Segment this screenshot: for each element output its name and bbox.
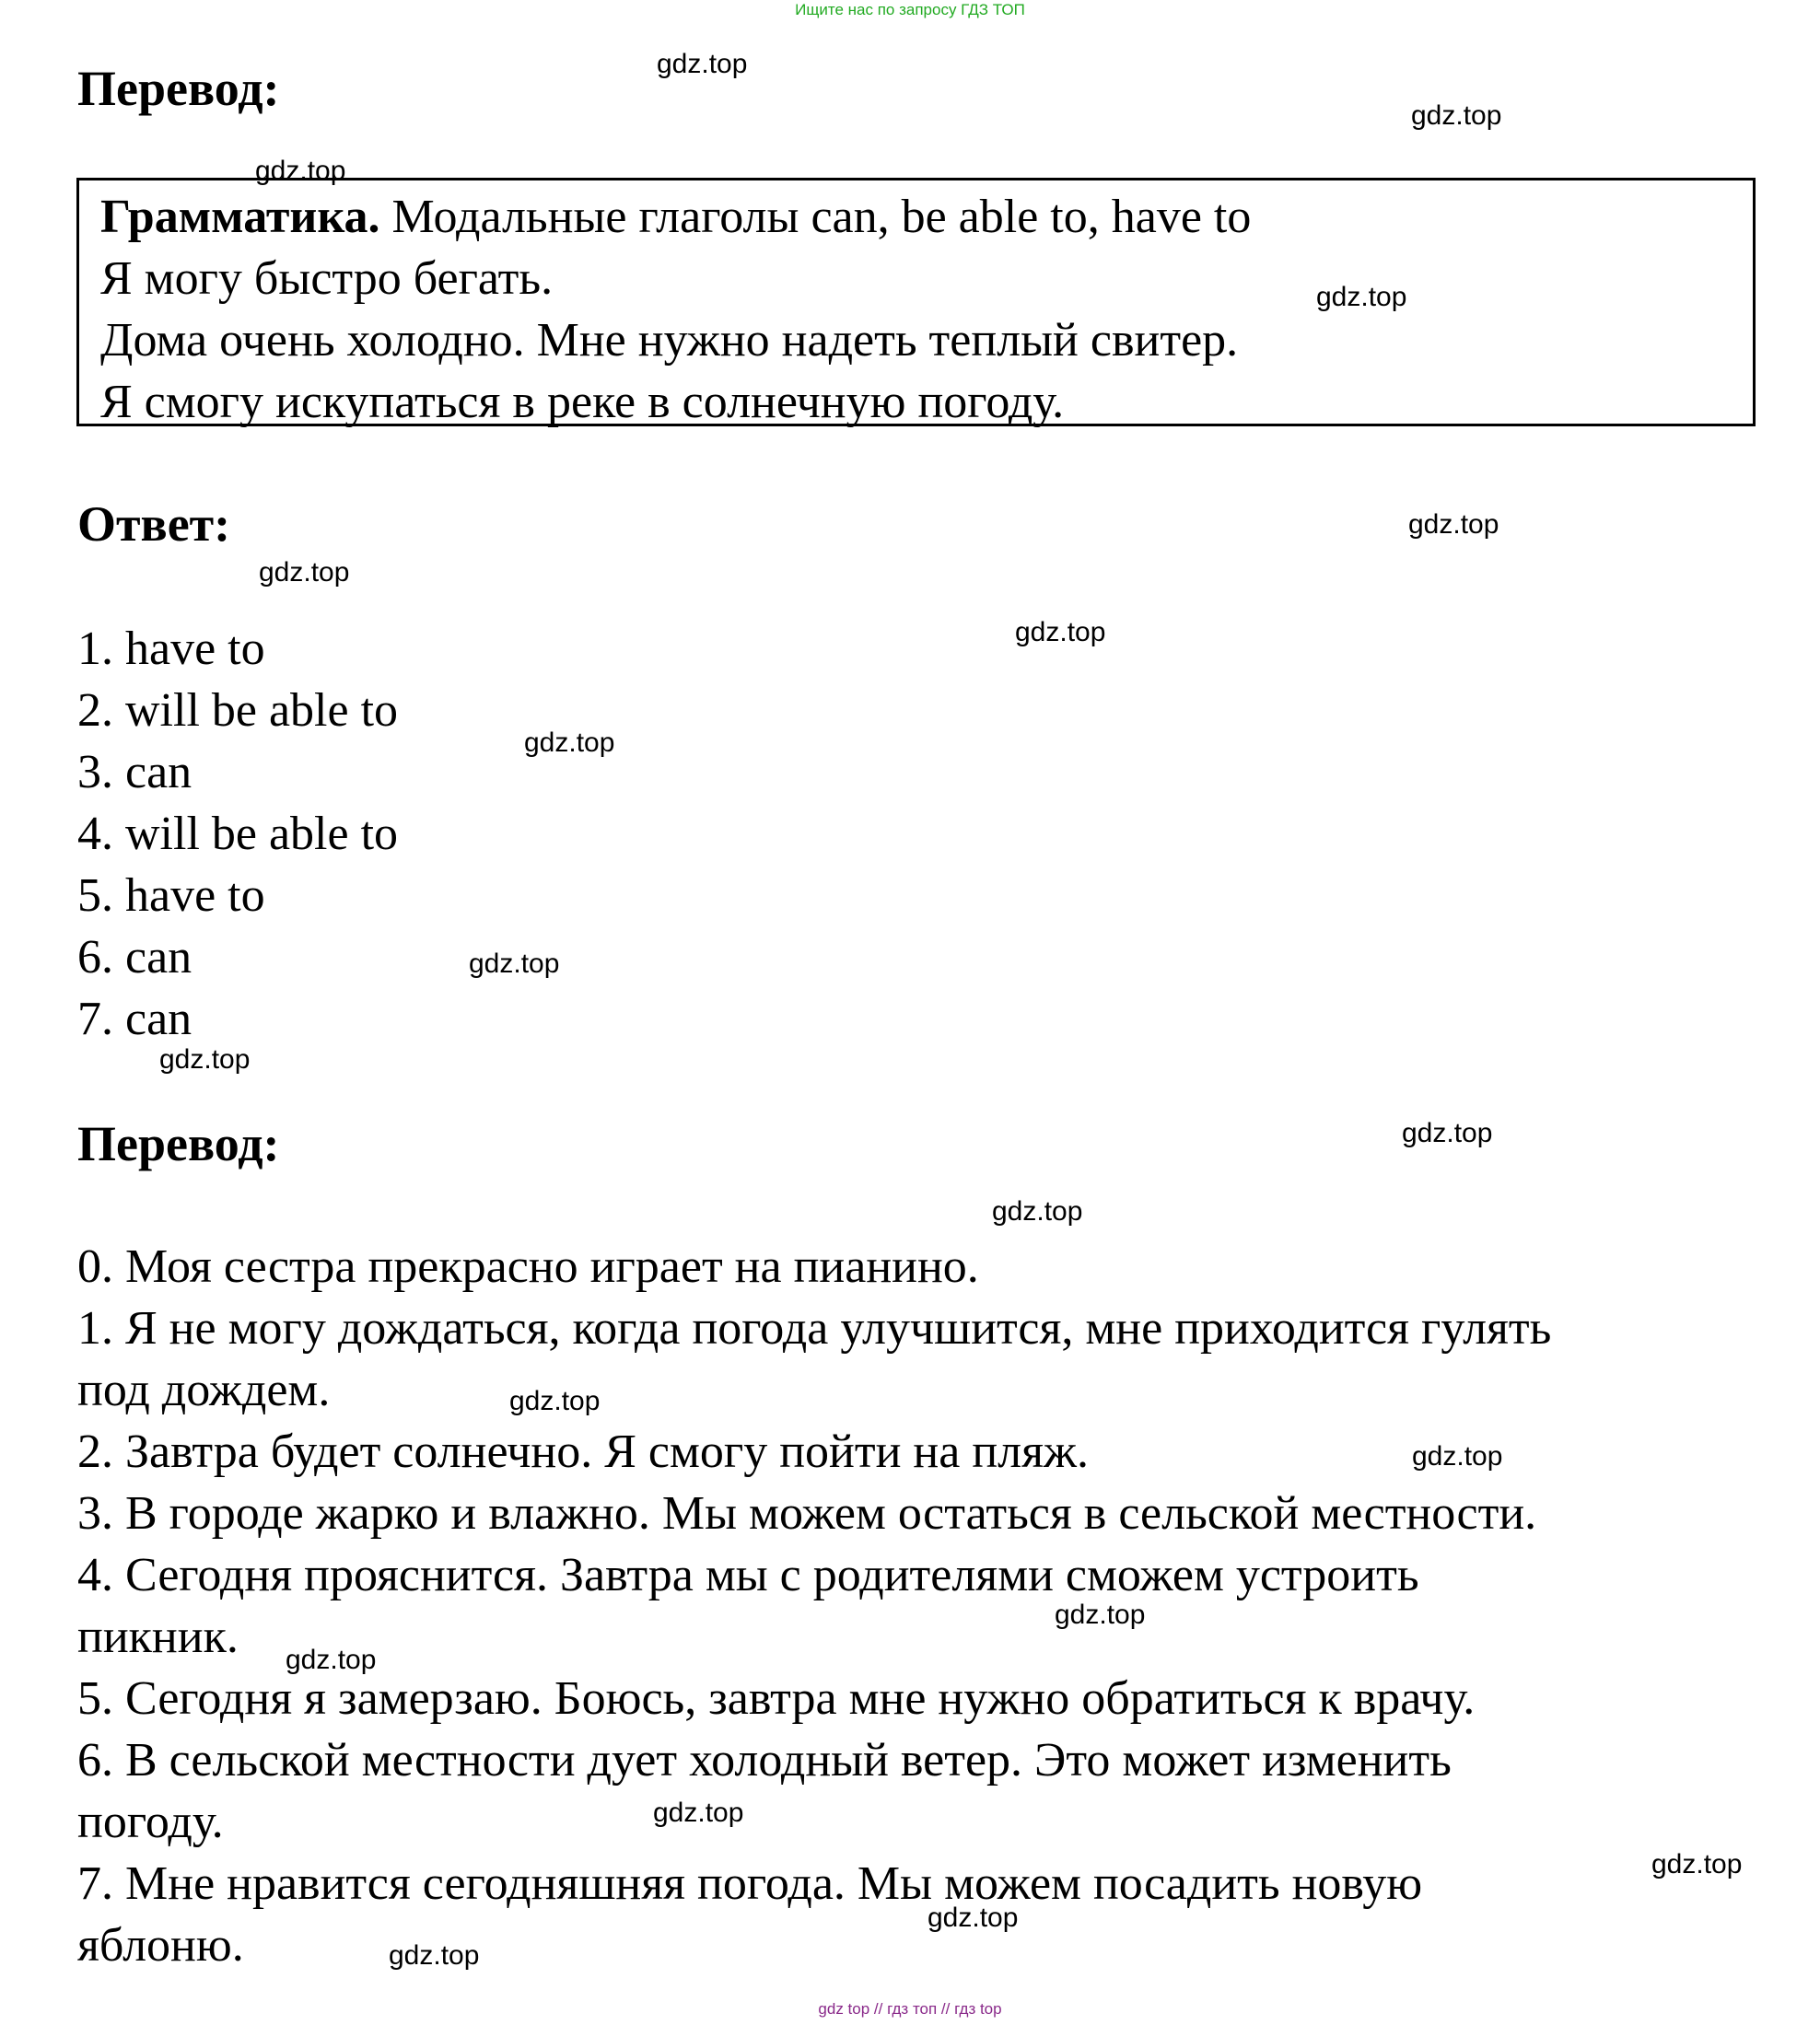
- grammar-title-line: [100, 187, 1251, 248]
- section-heading-answer: Ответ:: [77, 496, 231, 552]
- translation-line: яблоню.: [77, 1919, 244, 1972]
- answer-item: 1. have to: [77, 623, 265, 675]
- watermark: gdz.top: [159, 1044, 251, 1075]
- watermark: gdz.top: [389, 1940, 480, 1971]
- translation-line: пикник.: [77, 1611, 239, 1663]
- grammar-line: Я могу быстро бегать.: [100, 252, 554, 305]
- watermark: gdz.top: [928, 1903, 1019, 1933]
- answer-item: 3. can: [77, 746, 192, 798]
- watermark: gdz.top: [509, 1386, 601, 1416]
- translation-line: 4. Сегодня прояснится. Завтра мы с родителями сможем устроить: [77, 1549, 1419, 1601]
- translation-line: под дождем.: [77, 1364, 331, 1416]
- translation-line: 7. Мне нравится сегодняшняя погода. Мы можем посадить новую: [77, 1857, 1423, 1910]
- grammar-title: Грамматика.: [100, 191, 380, 243]
- grammar-line: Дома очень холодно. Мне нужно надеть теплый свитер.: [100, 314, 1239, 367]
- section-heading-translation-2: Перевод:: [77, 1116, 280, 1171]
- watermark: gdz.top: [1408, 509, 1499, 540]
- watermark: gdz.top: [1402, 1118, 1493, 1148]
- watermark: gdz.top: [1651, 1849, 1743, 1880]
- watermark: gdz.top: [259, 557, 350, 588]
- translation-line: 5. Сегодня я замерзаю. Боюсь, завтра мне нужно обратиться к врачу.: [77, 1672, 1476, 1725]
- answer-item: 6. can: [77, 931, 192, 983]
- section-heading-translation-1: Перевод:: [77, 61, 280, 116]
- translation-line: 6. В сельской местности дует холодный ветер. Это может изменить: [77, 1734, 1452, 1786]
- translation-line: 2. Завтра будет солнечно. Я смогу пойти на пляж.: [77, 1426, 1089, 1478]
- watermark: gdz.top: [1412, 1441, 1503, 1472]
- answer-item: 7. can: [77, 993, 192, 1045]
- grammar-line: Я смогу искупаться в реке в солнечную погоду.: [100, 376, 1065, 428]
- watermark: gdz.top: [653, 1798, 744, 1828]
- watermark: gdz.top: [657, 49, 748, 79]
- watermark: gdz.top: [1055, 1600, 1146, 1630]
- top-banner: Ищите нас по запросу ГДЗ ТОП: [795, 1, 1025, 18]
- answer-item: 2. will be able to: [77, 684, 399, 737]
- watermark: gdz.top: [1015, 617, 1106, 647]
- watermark: gdz.top: [469, 948, 560, 979]
- watermark: gdz.top: [1411, 100, 1502, 131]
- watermark: gdz.top: [255, 156, 346, 186]
- translation-line: 1. Я не могу дождаться, когда погода улучшится, мне приходится гулять: [77, 1302, 1552, 1355]
- watermark: gdz.top: [524, 727, 615, 758]
- answer-item: 4. will be able to: [77, 808, 399, 860]
- grammar-title-rest: Модальные глаголы can, be able to, have to: [379, 191, 1252, 243]
- translation-line: погоду.: [77, 1796, 224, 1848]
- watermark: gdz.top: [992, 1196, 1083, 1227]
- watermark: gdz.top: [1316, 282, 1407, 312]
- answer-item: 5. have to: [77, 869, 265, 922]
- translation-line: 3. В городе жарко и влажно. Мы можем остаться в сельской местности.: [77, 1487, 1537, 1540]
- watermark: gdz.top: [286, 1645, 377, 1675]
- grammar-box: [76, 178, 1756, 426]
- bottom-banner: gdz top // гдз топ // гдз top: [818, 2000, 1002, 2018]
- translation-line: 0. Моя сестра прекрасно играет на пианино.: [77, 1240, 979, 1293]
